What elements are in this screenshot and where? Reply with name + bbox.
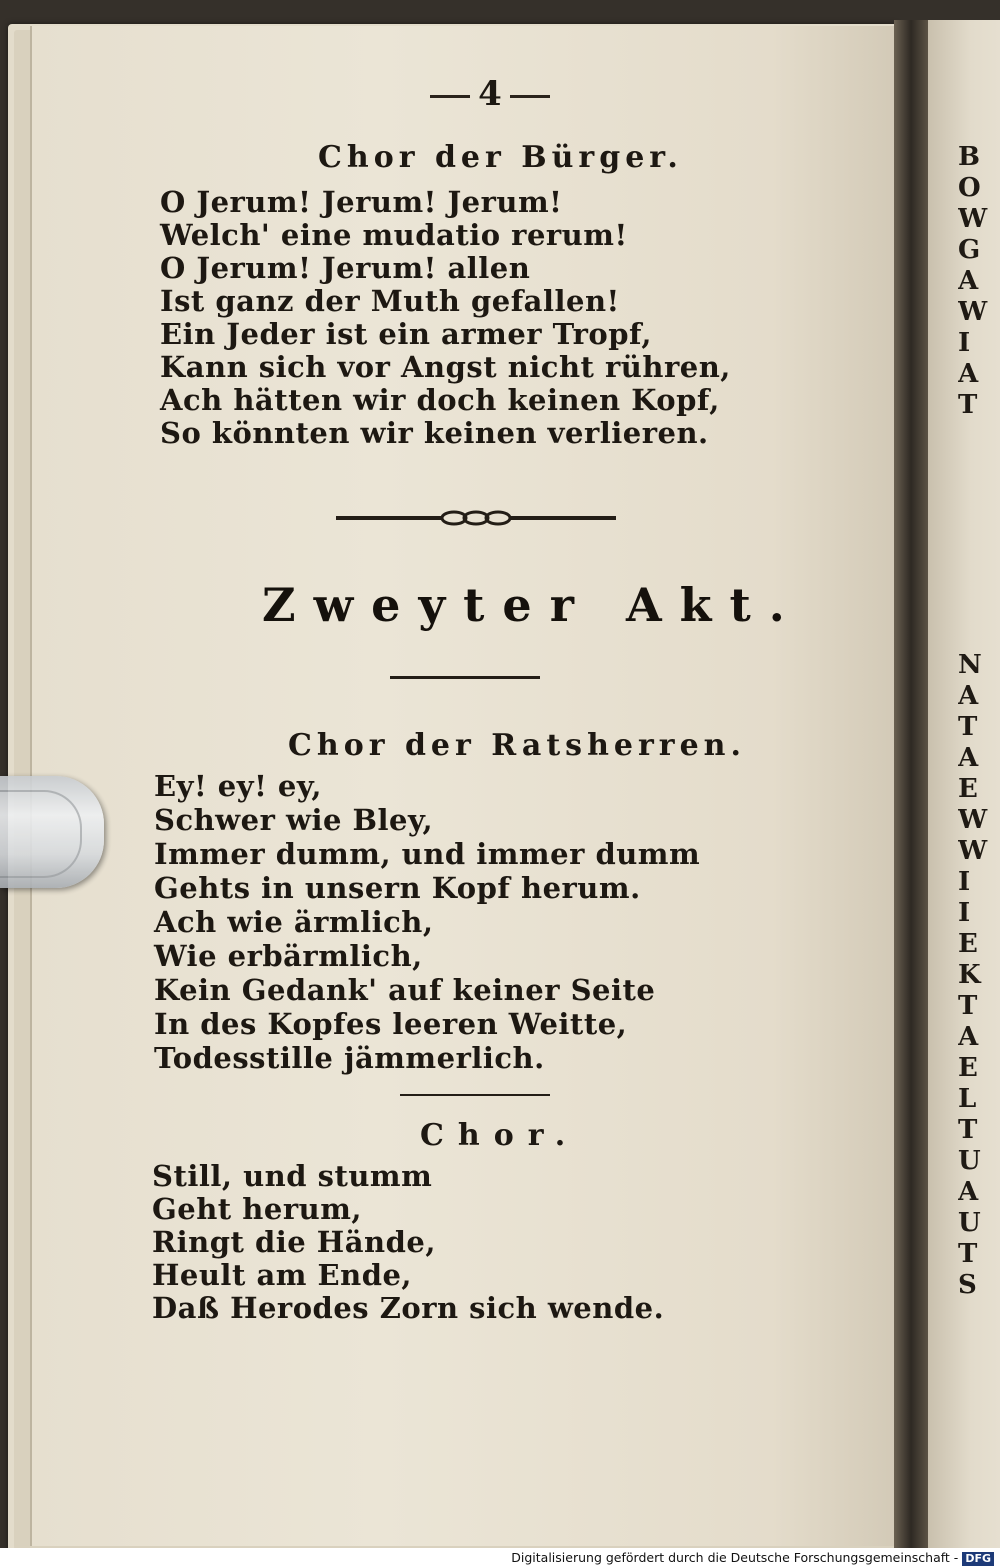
facing-page-letter: A xyxy=(958,1022,979,1052)
verse-line: Ein Jeder ist ein armer Tropf, xyxy=(160,317,652,351)
facing-page-letter: I xyxy=(958,867,971,897)
facing-page-letter: U xyxy=(958,1208,981,1238)
facing-page-letter: N xyxy=(958,650,982,680)
act-title: Zweyter Akt. xyxy=(262,578,803,632)
verse-line: Immer dumm, und immer dumm xyxy=(154,837,701,871)
verse-line: Ist ganz der Muth gefallen! xyxy=(160,284,620,318)
verse-line: Still, und stumm xyxy=(152,1159,433,1193)
facing-page-letter: W xyxy=(958,297,988,327)
facing-page-letter: W xyxy=(958,805,988,835)
verse-line: O Jerum! Jerum! allen xyxy=(160,251,531,285)
facing-page-letter: T xyxy=(958,390,978,420)
verse-line: Geht herum, xyxy=(152,1192,362,1226)
section-heading-ratsherren: Chor der Ratsherren. xyxy=(288,728,746,763)
facing-page-letter: A xyxy=(958,1177,979,1207)
facing-page-letter: T xyxy=(958,1239,978,1269)
page-number xyxy=(415,74,565,114)
verse-line: Gehts in unsern Kopf herum. xyxy=(154,871,641,905)
verse-line: O Jerum! Jerum! Jerum! xyxy=(160,185,563,219)
verse-line: Heult am Ende, xyxy=(152,1258,413,1292)
verse-line: Todesstille jämmerlich. xyxy=(154,1041,545,1075)
section-heading-chor: Chor. xyxy=(420,1118,580,1153)
facing-page-letter: L xyxy=(958,1084,977,1114)
verse-line: Kann sich vor Angst nicht rühren, xyxy=(160,350,731,384)
verse-block-buerger xyxy=(160,186,731,450)
verse-line: Kein Gedank' auf keiner Seite xyxy=(154,973,656,1007)
verse-line: Ach hätten wir doch keinen Kopf, xyxy=(160,383,720,417)
verse-line: Schwer wie Bley, xyxy=(154,803,434,837)
verse-block-chor xyxy=(152,1160,664,1325)
verse-line: So könnten wir keinen verlieren. xyxy=(160,416,709,450)
facing-page-letter: I xyxy=(958,328,971,358)
facing-page-letters-bottom xyxy=(958,650,1000,1301)
facing-page-letter: A xyxy=(958,359,979,389)
dfg-logo: DFG xyxy=(962,1552,994,1566)
verse-line: Ach wie ärmlich, xyxy=(154,905,434,939)
book-gutter xyxy=(894,20,928,1560)
section-heading-buerger: Chor der Bürger. xyxy=(318,140,683,175)
facing-page-letter: S xyxy=(958,1270,977,1300)
facing-page-letter: K xyxy=(958,960,981,990)
page-clip xyxy=(0,776,104,888)
facing-page-letter: T xyxy=(958,712,978,742)
facing-page-letter: G xyxy=(958,235,981,265)
verse-line: Ringt die Hände, xyxy=(152,1225,436,1259)
facing-page-letter: W xyxy=(958,204,988,234)
facing-page-letter: A xyxy=(958,681,979,711)
footer-credit-text: Digitalisierung gefördert durch die Deutsche Forschungsgemeinschaft - xyxy=(511,1550,959,1565)
facing-page-letter: W xyxy=(958,836,988,866)
footer-credit xyxy=(511,1550,994,1566)
facing-page-letter: A xyxy=(958,743,979,773)
footer-bar xyxy=(0,1548,1000,1568)
facing-page-letter: U xyxy=(958,1146,981,1176)
facing-page-letter: B xyxy=(958,142,980,172)
ornament-divider xyxy=(336,506,616,530)
facing-page-letter: O xyxy=(958,173,981,203)
verse-block-ratsherren xyxy=(154,770,700,1076)
facing-page-letter: I xyxy=(958,898,971,928)
facing-page-letter: T xyxy=(958,991,978,1021)
section-rule xyxy=(400,1094,550,1096)
verse-line: Ey! ey! ey, xyxy=(154,769,323,803)
verse-line: In des Kopfes leeren Weitte, xyxy=(154,1007,628,1041)
verse-line: Wie erbärmlich, xyxy=(154,939,423,973)
facing-page-letters-top xyxy=(958,142,1000,421)
facing-page-letter: T xyxy=(958,1115,978,1145)
facing-page-letter: E xyxy=(958,774,978,804)
facing-page-letter: A xyxy=(958,266,979,296)
page-number-text: 4 xyxy=(478,74,502,114)
facing-page-letter: E xyxy=(958,929,978,959)
verse-line: Welch' eine mudatio rerum! xyxy=(160,218,628,252)
verse-line: Daß Herodes Zorn sich wende. xyxy=(152,1291,665,1325)
title-rule xyxy=(390,676,540,679)
facing-page-letter: E xyxy=(958,1053,978,1083)
